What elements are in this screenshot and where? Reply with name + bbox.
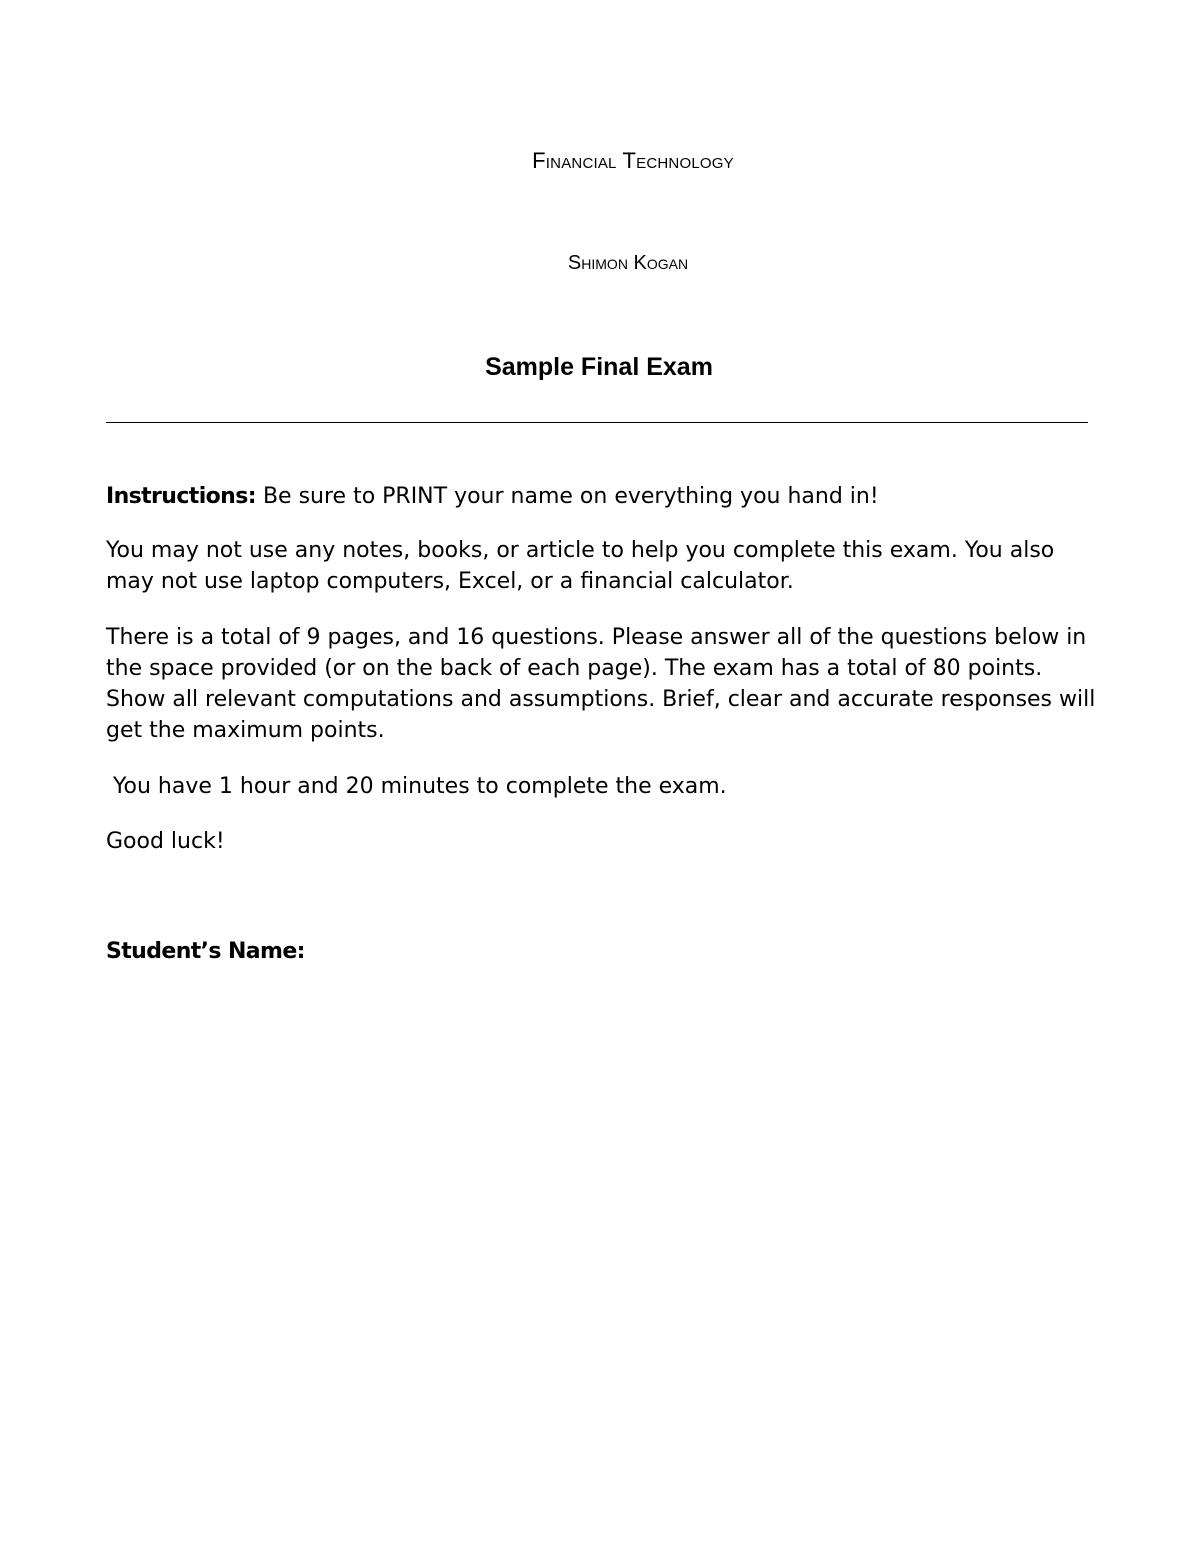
student-name-label	[106, 936, 1106, 967]
student-name-label-text: Student’s Name:	[106, 939, 305, 964]
exam-title: Sample Final Exam	[485, 353, 713, 381]
author-name: Shimon Kogan	[567, 252, 689, 274]
course-title: Financial Technology	[532, 148, 734, 173]
time-limit-paragraph: You have 1 hour and 20 minutes to complete the exam.	[106, 774, 727, 799]
title-divider	[106, 422, 1088, 423]
instructions-paragraph	[106, 481, 1106, 512]
instructions-label: Instructions:	[106, 484, 256, 509]
good-luck-text: Good luck!	[106, 829, 225, 854]
notes-policy-paragraph: You may not use any notes, books, or article to help you complete this exam. You also may not use laptop computers, Excel, or a financial calculator.	[106, 538, 1055, 594]
instructions-text: Be sure to PRINT your name on everything you hand in!	[255, 484, 879, 509]
exam-structure-paragraph: There is a total of 9 pages, and 16 questions. Please answer all of the questions below in the space provided (or on the back of each page). The exam has a total of 80 points. Show all relevant computations and assumptions. Brief, clear and accurate responses will get the maximum points.	[106, 625, 1103, 743]
